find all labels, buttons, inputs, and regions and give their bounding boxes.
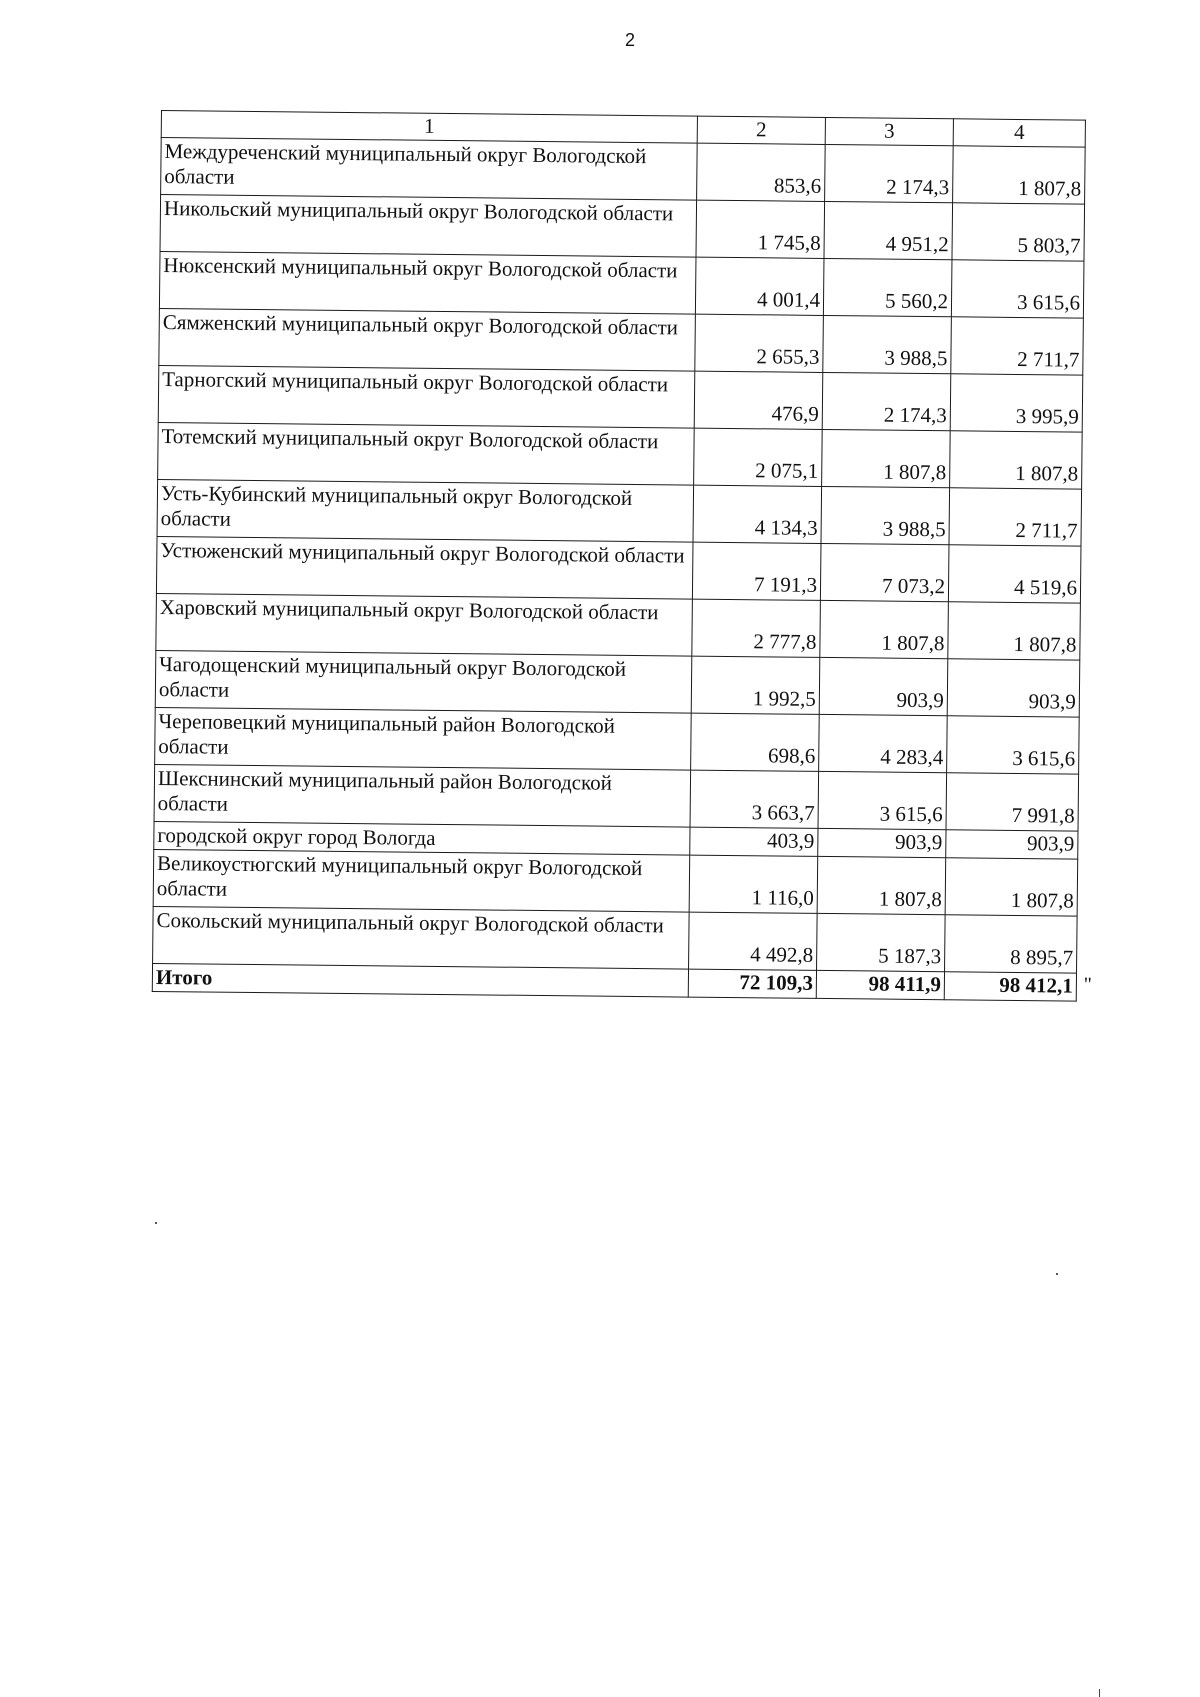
value-col3: 4 951,2: [824, 201, 953, 259]
value-col4: 7 991,8: [946, 773, 1079, 831]
allocation-table: [152, 110, 1093, 1002]
municipality-name: Чагодощенский муниципальный округ Вологодской области: [155, 650, 692, 713]
value-col3: 3 615,6: [818, 771, 947, 829]
table-row: [160, 195, 1085, 262]
value-col2: 2 655,3: [695, 314, 824, 372]
municipality-name: Сокольский муниципальный округ Вологодской области: [153, 907, 690, 970]
value-col2: 2 777,8: [692, 599, 821, 657]
municipality-name: Устюженский муниципальный округ Вологодской области: [156, 536, 693, 599]
column-header: 2: [697, 116, 825, 144]
table-row: [161, 138, 1086, 205]
table-row: [158, 365, 1083, 432]
municipality-name: Никольский муниципальный округ Вологодской области: [160, 195, 697, 258]
value-col4: 3 615,6: [951, 260, 1084, 318]
value-col3: 3 988,5: [821, 486, 950, 544]
value-col2: 1 116,0: [689, 855, 818, 913]
total-col4: 98 412,1: [999, 973, 1074, 998]
value-col3: 903,9: [819, 657, 948, 715]
value-col4: 5 803,7: [952, 203, 1085, 261]
municipality-name: Усть-Кубинский муниципальный округ Вологодской области: [157, 479, 694, 542]
total-col4-cell: [944, 972, 1093, 1002]
table-row: [159, 251, 1084, 318]
value-col4: 4 519,6: [948, 545, 1081, 603]
value-col4: 3 995,9: [950, 374, 1083, 432]
table-container: [152, 110, 1093, 1002]
municipality-name: Сямженский муниципальный округ Вологодской области: [159, 308, 696, 371]
value-col4: 903,9: [947, 659, 1080, 717]
value-col4: 3 615,6: [947, 716, 1080, 774]
municipality-name: Череповецкий муниципальный район Вологодской области: [155, 707, 692, 770]
table-row: [155, 650, 1080, 717]
value-col2: 2 075,1: [694, 428, 823, 486]
value-col3: 5 187,3: [817, 914, 946, 972]
value-col4: 2 711,7: [949, 488, 1082, 546]
total-label: Итого: [152, 964, 688, 998]
value-col2: 476,9: [694, 371, 823, 429]
municipality-name: Тотемский муниципальный округ Вологодской области: [158, 422, 695, 485]
scan-speck: [155, 1222, 157, 1224]
value-col3: 2 174,3: [825, 144, 954, 202]
table-row: [157, 479, 1082, 546]
value-col2: 698,6: [691, 713, 820, 771]
municipality-name: Тарногский муниципальный округ Вологодской области: [158, 365, 695, 428]
closing-quote-mark: ": [1083, 973, 1093, 996]
value-col3: 1 807,8: [822, 429, 951, 487]
value-col2: 403,9: [690, 827, 818, 857]
table-row: [153, 907, 1078, 974]
value-col3: 2 174,3: [822, 372, 951, 430]
value-col4: 1 807,8: [945, 858, 1078, 916]
table-row: [155, 707, 1080, 774]
municipality-name: городской округ город Вологда: [154, 821, 690, 855]
value-col4: 2 711,7: [951, 317, 1084, 375]
value-col2: 853,6: [697, 143, 826, 201]
column-header: 4: [953, 119, 1085, 147]
value-col2: 3 663,7: [690, 770, 819, 828]
value-col3: 5 560,2: [823, 258, 952, 316]
table-row: [153, 850, 1078, 917]
value-col4: 8 895,7: [945, 915, 1078, 973]
table-row: [154, 764, 1079, 831]
scan-speck: [1099, 1689, 1100, 1697]
municipality-name: Нюксенский муниципальный округ Вологодской области: [159, 251, 696, 314]
table-row: [156, 593, 1081, 660]
municipality-name: Великоустюгский муниципальный округ Вологодской области: [153, 850, 690, 913]
value-col3: 903,9: [818, 828, 946, 858]
value-col3: 7 073,2: [820, 543, 949, 601]
value-col4: 903,9: [946, 830, 1078, 860]
column-header: 3: [825, 117, 953, 145]
value-col3: 3 988,5: [823, 315, 952, 373]
page-number: 2: [624, 30, 635, 50]
value-col2: 1 745,8: [696, 200, 825, 258]
table-row: [159, 308, 1084, 375]
municipality-name: Шекснинский муниципальный район Вологодской области: [154, 764, 691, 827]
municipality-name: Междуреченский муниципальный округ Вологодской области: [161, 138, 698, 201]
value-col2: 4 134,3: [693, 485, 822, 543]
table-row: [156, 536, 1081, 603]
total-col3: 98 411,9: [816, 971, 944, 1001]
value-col2: 4 001,4: [695, 257, 824, 315]
value-col2: 4 492,8: [689, 912, 818, 970]
table-row: [158, 422, 1083, 489]
value-col3: 1 807,8: [817, 857, 946, 915]
column-header: 1: [161, 111, 697, 144]
total-col2: 72 109,3: [688, 969, 816, 999]
scan-speck: [1056, 1273, 1058, 1275]
value-col2: 1 992,5: [691, 656, 820, 714]
value-col3: 1 807,8: [820, 600, 949, 658]
value-col3: 4 283,4: [819, 714, 948, 772]
value-col4: 1 807,8: [948, 602, 1081, 660]
value-col4: 1 807,8: [953, 146, 1086, 204]
value-col2: 7 191,3: [692, 542, 821, 600]
municipality-name: Харовский муниципальный округ Вологодской области: [156, 593, 693, 656]
value-col4: 1 807,8: [950, 431, 1083, 489]
